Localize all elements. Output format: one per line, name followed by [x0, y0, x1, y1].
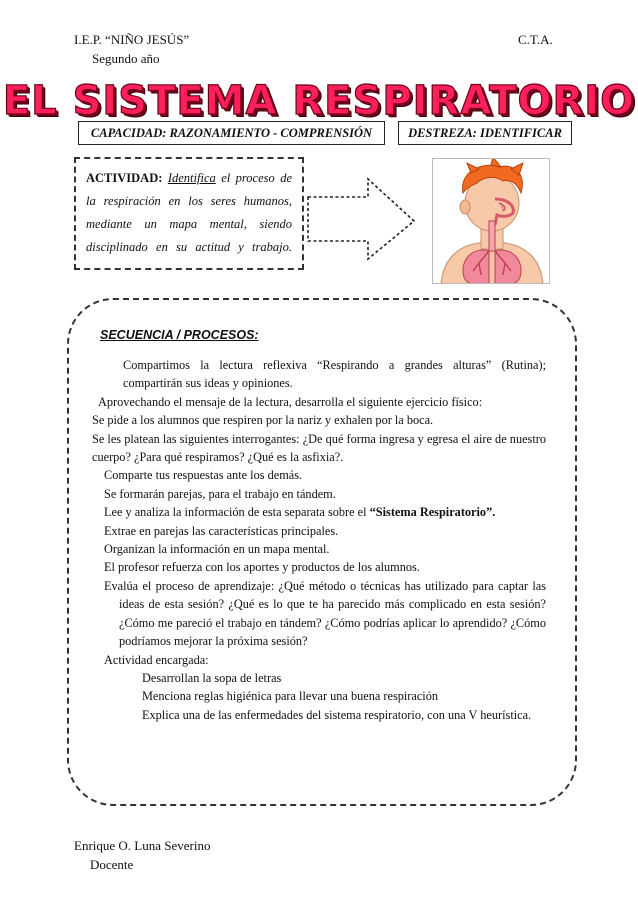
task-item: Desarrollan la sopa de letras [142, 670, 282, 685]
sequence-title: SECUENCIA / PROCESOS: [100, 328, 259, 342]
list-item: Evalúa el proceso de aprendizaje: ¿Qué método o técnicas has utilizado para captar las ideas de esta sesión? ¿Qué es lo que te ha parecido más complicado en esta sesión? ¿Cómo me pareció el trabajo en tándem? ¿Cómo podrías aplicar lo aprendido? ¿Cómo podríamos mejorar la próxima sesión? [104, 578, 546, 649]
task-item: Explica una de las enfermedades del sistema respiratorio, con una V heurística. [142, 707, 532, 722]
activity-label: ACTIVIDAD: [86, 171, 163, 185]
list-item: El profesor refuerza con los aportes y productos de los alumnos. [104, 560, 420, 575]
sequence-list [92, 356, 546, 724]
activity-verb: Identifica [167, 171, 216, 185]
list-item: Aprovechando el mensaje de la lectura, desarrolla el siguiente ejercicio físico: [98, 394, 483, 409]
list-item: Compartimos la lectura reflexiva “Respirando a grandes alturas” (Rutina); compartirán sus ideas y opiniones. [123, 358, 546, 391]
list-item: Lee y analiza la información de esta separata sobre el “Sistema Respiratorio”. [104, 505, 496, 520]
page-title: EL SISTEMA RESPIRATORIO [2, 78, 636, 124]
list-item: Extrae en parejas las características principales. [104, 523, 339, 538]
teacher-role: Docente [90, 857, 134, 872]
respiratory-system-illustration [432, 158, 550, 284]
skill-box: DESTREZA: IDENTIFICAR [398, 121, 572, 145]
capacity-box: CAPACIDAD: RAZONAMIENTO - COMPRENSIÓN [78, 121, 385, 145]
list-item: Se pide a los alumnos que respiren por la nariz y exhalen por la boca. [92, 413, 434, 428]
activity-text: el proceso de la respiración en los seres humanos, mediante un mapa mental, siendo disciplinado en su actitud y trabajo. [86, 171, 292, 254]
grade-label: Segundo año [92, 51, 160, 66]
school-name: I.E.P. “NIÑO JESÚS” [74, 32, 190, 47]
list-item: Se formarán parejas, para el trabajo en tándem. [104, 486, 336, 501]
teacher-name: Enrique O. Luna Severino [74, 838, 211, 853]
subject-label: C.T.A. [518, 32, 553, 47]
list-item: Comparte tus respuestas ante los demás. [104, 468, 303, 483]
arrow-icon [306, 175, 418, 265]
list-item: Actividad encargada: [104, 652, 209, 667]
list-item: Se les platean las siguientes interrogantes: ¿De qué forma ingresa y egresa el aire de nuestro cuerpo? ¿Para qué respiramos? ¿Qué es la asfixia?. [92, 431, 546, 465]
activity-box [74, 157, 304, 270]
list-item: Organizan la información en un mapa mental. [104, 542, 330, 557]
task-item: Menciona reglas higiénica para llevar una buena respiración [142, 689, 439, 704]
